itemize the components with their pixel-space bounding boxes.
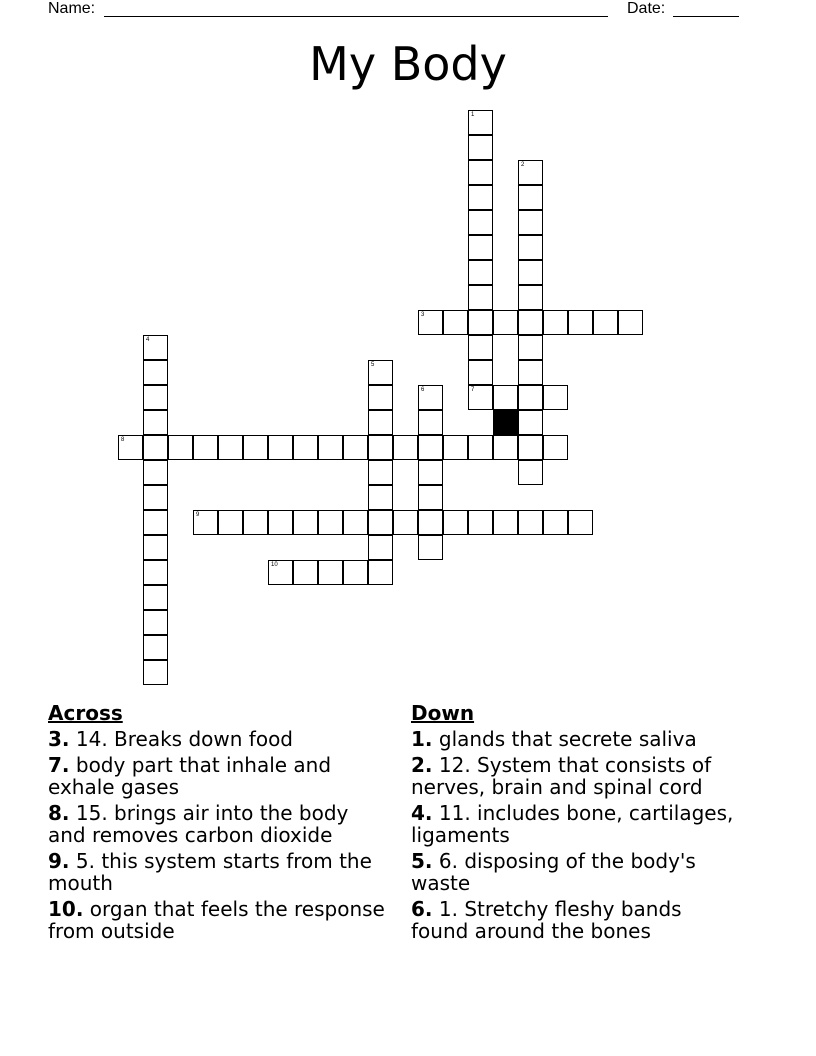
crossword-cell[interactable] [518,460,543,485]
crossword-cell[interactable] [418,460,443,485]
cell-number: 10 [271,562,278,568]
crossword-cell[interactable] [143,635,168,660]
crossword-cell[interactable] [243,435,268,460]
crossword-cell[interactable] [143,560,168,585]
clue-number: 1. [411,727,433,751]
crossword-cell[interactable] [568,310,593,335]
clue-down-5 [411,850,741,894]
crossword-cell[interactable] [368,485,393,510]
crossword-cell[interactable] [518,410,543,435]
crossword-cell[interactable] [468,310,493,335]
crossword-cell[interactable] [518,310,543,335]
crossword-cell[interactable] [468,110,493,135]
clue-text: 11. includes bone, cartilages, ligaments [411,801,734,847]
crossword-cell[interactable] [493,310,518,335]
cell-number: 7 [471,387,475,393]
crossword-cell[interactable] [193,510,218,535]
crossword-cell[interactable] [468,185,493,210]
clue-down-1 [411,728,741,750]
crossword-cell[interactable] [468,335,493,360]
clue-text: glands that secrete saliva [438,727,697,751]
crossword-cell[interactable] [143,460,168,485]
crossword-cell[interactable] [318,435,343,460]
clue-number: 2. [411,753,433,777]
crossword-cell[interactable] [443,510,468,535]
clue-down-2 [411,754,741,798]
crossword-cell[interactable] [118,435,143,460]
crossword-cell[interactable] [493,510,518,535]
down-clues [411,702,741,946]
clue-across-7 [48,754,388,798]
clue-text: 15. brings air into the body and removes carbon dioxide [48,801,349,847]
crossword-cell[interactable] [493,385,518,410]
clue-across-3 [48,728,388,750]
crossword-cell[interactable] [543,310,568,335]
clue-number: 3. [48,727,70,751]
crossword-cell[interactable] [143,435,168,460]
clue-number: 8. [48,801,70,825]
crossword-cell[interactable] [543,385,568,410]
crossword-cell[interactable] [293,560,318,585]
crossword-cell[interactable] [443,310,468,335]
crossword-cell[interactable] [493,435,518,460]
crossword-cell[interactable] [418,535,443,560]
crossword-cell[interactable] [293,435,318,460]
clue-number: 5. [411,849,433,873]
clue-number: 10. [48,897,84,921]
crossword-cell[interactable] [518,210,543,235]
cell-number: 2 [521,162,525,168]
crossword-cell[interactable] [368,385,393,410]
crossword-cell[interactable] [393,435,418,460]
crossword-cell[interactable] [468,135,493,160]
crossword-cell[interactable] [318,510,343,535]
crossword-cell[interactable] [468,235,493,260]
clue-number: 4. [411,801,433,825]
crossword-cell[interactable] [143,360,168,385]
clue-text: body part that inhale and exhale gases [48,753,332,799]
crossword-cell[interactable] [468,360,493,385]
cell-number: 6 [421,387,425,393]
clue-text: 12. System that consists of nerves, brain and spinal cord [411,753,712,799]
crossword-cell[interactable] [143,610,168,635]
crossword-cell[interactable] [518,285,543,310]
crossword-cell[interactable] [443,435,468,460]
crossword-cell[interactable] [418,385,443,410]
cell-number: 9 [196,512,200,518]
crossword-cell[interactable] [143,410,168,435]
crossword-cell[interactable] [418,510,443,535]
crossword-cell[interactable] [168,435,193,460]
crossword-cell[interactable] [518,335,543,360]
crossword-cell[interactable] [518,360,543,385]
crossword-cell[interactable] [143,660,168,685]
crossword-cell[interactable] [518,385,543,410]
page-title: My Body [309,37,507,91]
clue-text: 5. this system starts from the mouth [48,849,372,895]
crossword-black-cell [493,410,518,435]
crossword-cell[interactable] [543,510,568,535]
cell-number: 3 [421,312,425,318]
crossword-cell[interactable] [368,410,393,435]
crossword-cell[interactable] [518,260,543,285]
date-label: Date: [627,0,666,17]
crossword-cell[interactable] [393,510,418,535]
clue-text: 6. disposing of the body's waste [411,849,696,895]
crossword-cell[interactable] [618,310,643,335]
clue-text: 1. Stretchy fleshy bands found around the bones [411,897,682,943]
crossword-cell[interactable] [368,535,393,560]
down-heading: Down [411,701,475,725]
crossword-cell[interactable] [143,585,168,610]
crossword-cell[interactable] [418,435,443,460]
crossword-cell[interactable] [143,335,168,360]
crossword-cell[interactable] [343,510,368,535]
clue-down-6 [411,898,741,942]
cell-number: 1 [471,112,475,118]
name-label: Name: [48,0,96,17]
cell-number: 4 [146,337,150,343]
crossword-cell[interactable] [368,560,393,585]
crossword-cell[interactable] [468,260,493,285]
crossword-cell[interactable] [143,385,168,410]
clue-across-8 [48,802,388,846]
crossword-cell[interactable] [343,560,368,585]
crossword-cell[interactable] [418,410,443,435]
across-heading: Across [48,701,123,725]
crossword-cell[interactable] [468,160,493,185]
crossword-cell[interactable] [143,535,168,560]
crossword-cell[interactable] [468,285,493,310]
crossword-cell[interactable] [518,185,543,210]
crossword-cell[interactable] [368,435,393,460]
crossword-cell[interactable] [568,510,593,535]
crossword-cell[interactable] [518,510,543,535]
clue-down-4 [411,802,741,846]
crossword-cell[interactable] [518,435,543,460]
crossword-cell[interactable] [293,510,318,535]
clue-across-9 [48,850,388,894]
crossword-cell[interactable] [243,510,268,535]
crossword-cell[interactable] [418,310,443,335]
crossword-cell[interactable] [143,510,168,535]
crossword-cell[interactable] [368,360,393,385]
crossword-cell[interactable] [368,460,393,485]
crossword-cell[interactable] [143,485,168,510]
across-clues [48,702,388,946]
crossword-cell[interactable] [518,160,543,185]
crossword-cell[interactable] [518,235,543,260]
crossword-cell[interactable] [193,435,218,460]
clue-number: 7. [48,753,70,777]
crossword-cell[interactable] [218,435,243,460]
clue-text: 14. Breaks down food [75,727,293,751]
crossword-cell[interactable] [468,385,493,410]
crossword-cell[interactable] [368,510,393,535]
crossword-cell[interactable] [468,210,493,235]
clue-number: 6. [411,897,433,921]
crossword-cell[interactable] [268,510,293,535]
cell-number: 8 [121,437,125,443]
clue-text: organ that feels the response from outside [48,897,385,943]
crossword-cell[interactable] [418,485,443,510]
crossword-cell[interactable] [593,310,618,335]
crossword-cell[interactable] [268,560,293,585]
crossword-cell[interactable] [543,435,568,460]
clue-across-10 [48,898,388,942]
cell-number: 5 [371,362,375,368]
crossword-cell[interactable] [468,510,493,535]
crossword-cell[interactable] [343,435,368,460]
clue-number: 9. [48,849,70,873]
crossword-cell[interactable] [268,435,293,460]
crossword-cell[interactable] [218,510,243,535]
crossword-cell[interactable] [468,435,493,460]
crossword-cell[interactable] [318,560,343,585]
